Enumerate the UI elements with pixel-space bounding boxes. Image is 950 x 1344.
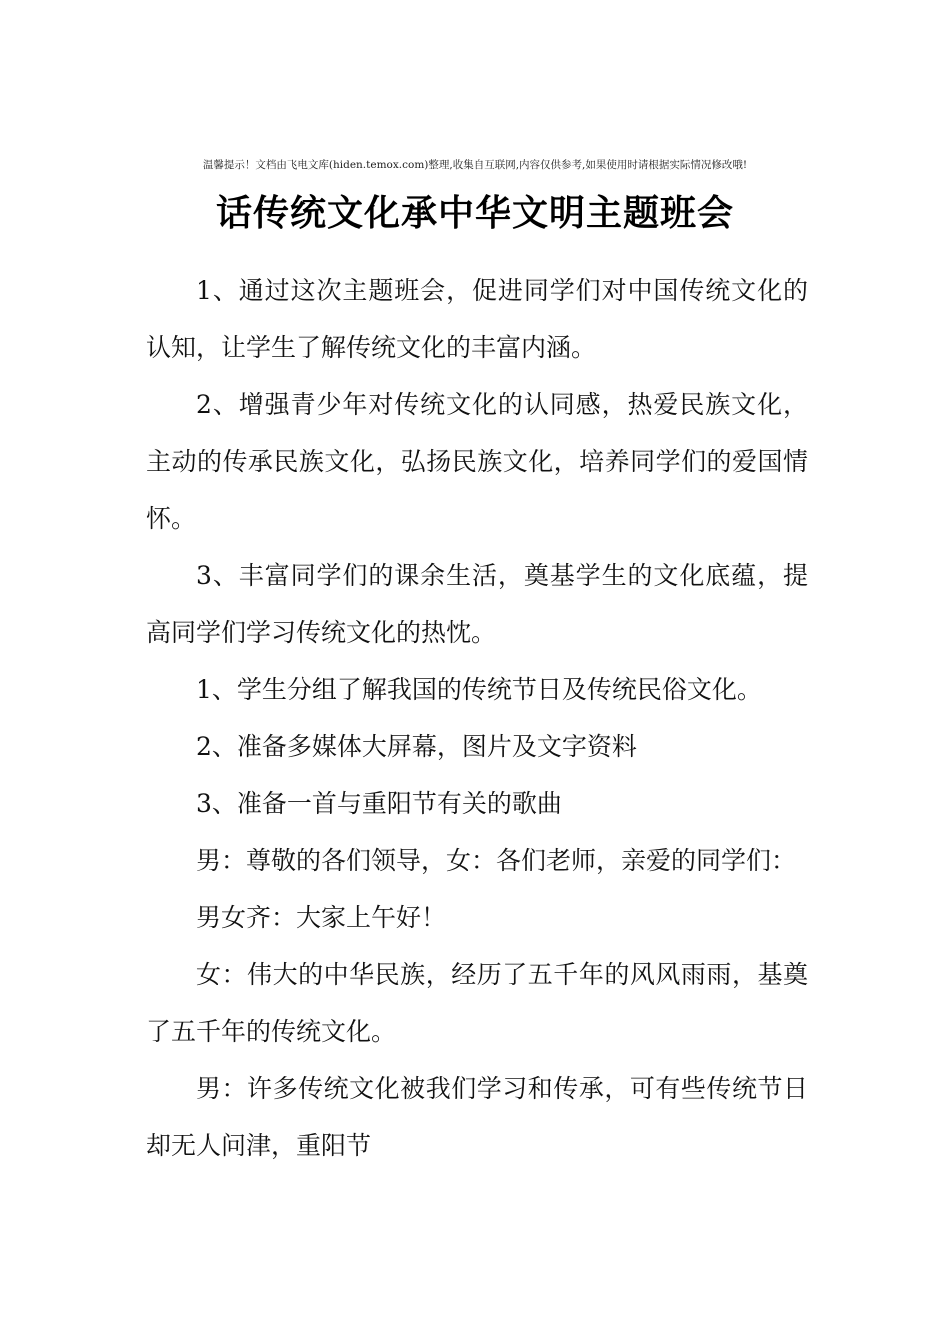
paragraph-dialogue-1: 男：尊敬的各们领导，女：各们老师，亲爱的同学们：: [196, 846, 797, 875]
header-notice: 温馨提示！文档由飞电文库(hiden.temox.com)整理,收集自互联网,内容仅供参考,如果使用时请根据实际情况修改哦!: [202, 159, 748, 171]
paragraph-goal-3: 3、丰富同学们的课余生活，奠基学生的文化底蕴，提高同学们学习传统文化的热忱。: [146, 561, 808, 647]
paragraph-prep-2: 2、准备多媒体大屏幕，图片及文字资料: [196, 732, 637, 761]
paragraph-dialogue-3: 女：伟大的中华民族，经历了五千年的风风雨雨，基奠了五千年的传统文化。: [146, 960, 808, 1046]
paragraph-dialogue-4: 男：许多传统文化被我们学习和传承，可有些传统节日却无人问津，重阳节: [146, 1074, 808, 1160]
paragraph-goal-1: 1、通过这次主题班会，促进同学们对中国传统文化的认知，让学生了解传统文化的丰富内涵。: [146, 276, 808, 362]
paragraph-goal-2: 2、增强青少年对传统文化的认同感，热爱民族文化，主动的传承民族文化，弘扬民族文化，培养同学们的爱国情怀。: [146, 390, 808, 533]
paragraph-prep-1: 1、学生分组了解我国的传统节日及传统民俗文化。: [196, 675, 762, 704]
paragraph-dialogue-2: 男女齐：大家上午好！: [196, 903, 447, 932]
document-title: 话传统文化承中华文明主题班会: [215, 193, 734, 234]
paragraph-prep-3: 3、准备一首与重阳节有关的歌曲: [196, 789, 562, 818]
document-body: [146, 262, 808, 1174]
